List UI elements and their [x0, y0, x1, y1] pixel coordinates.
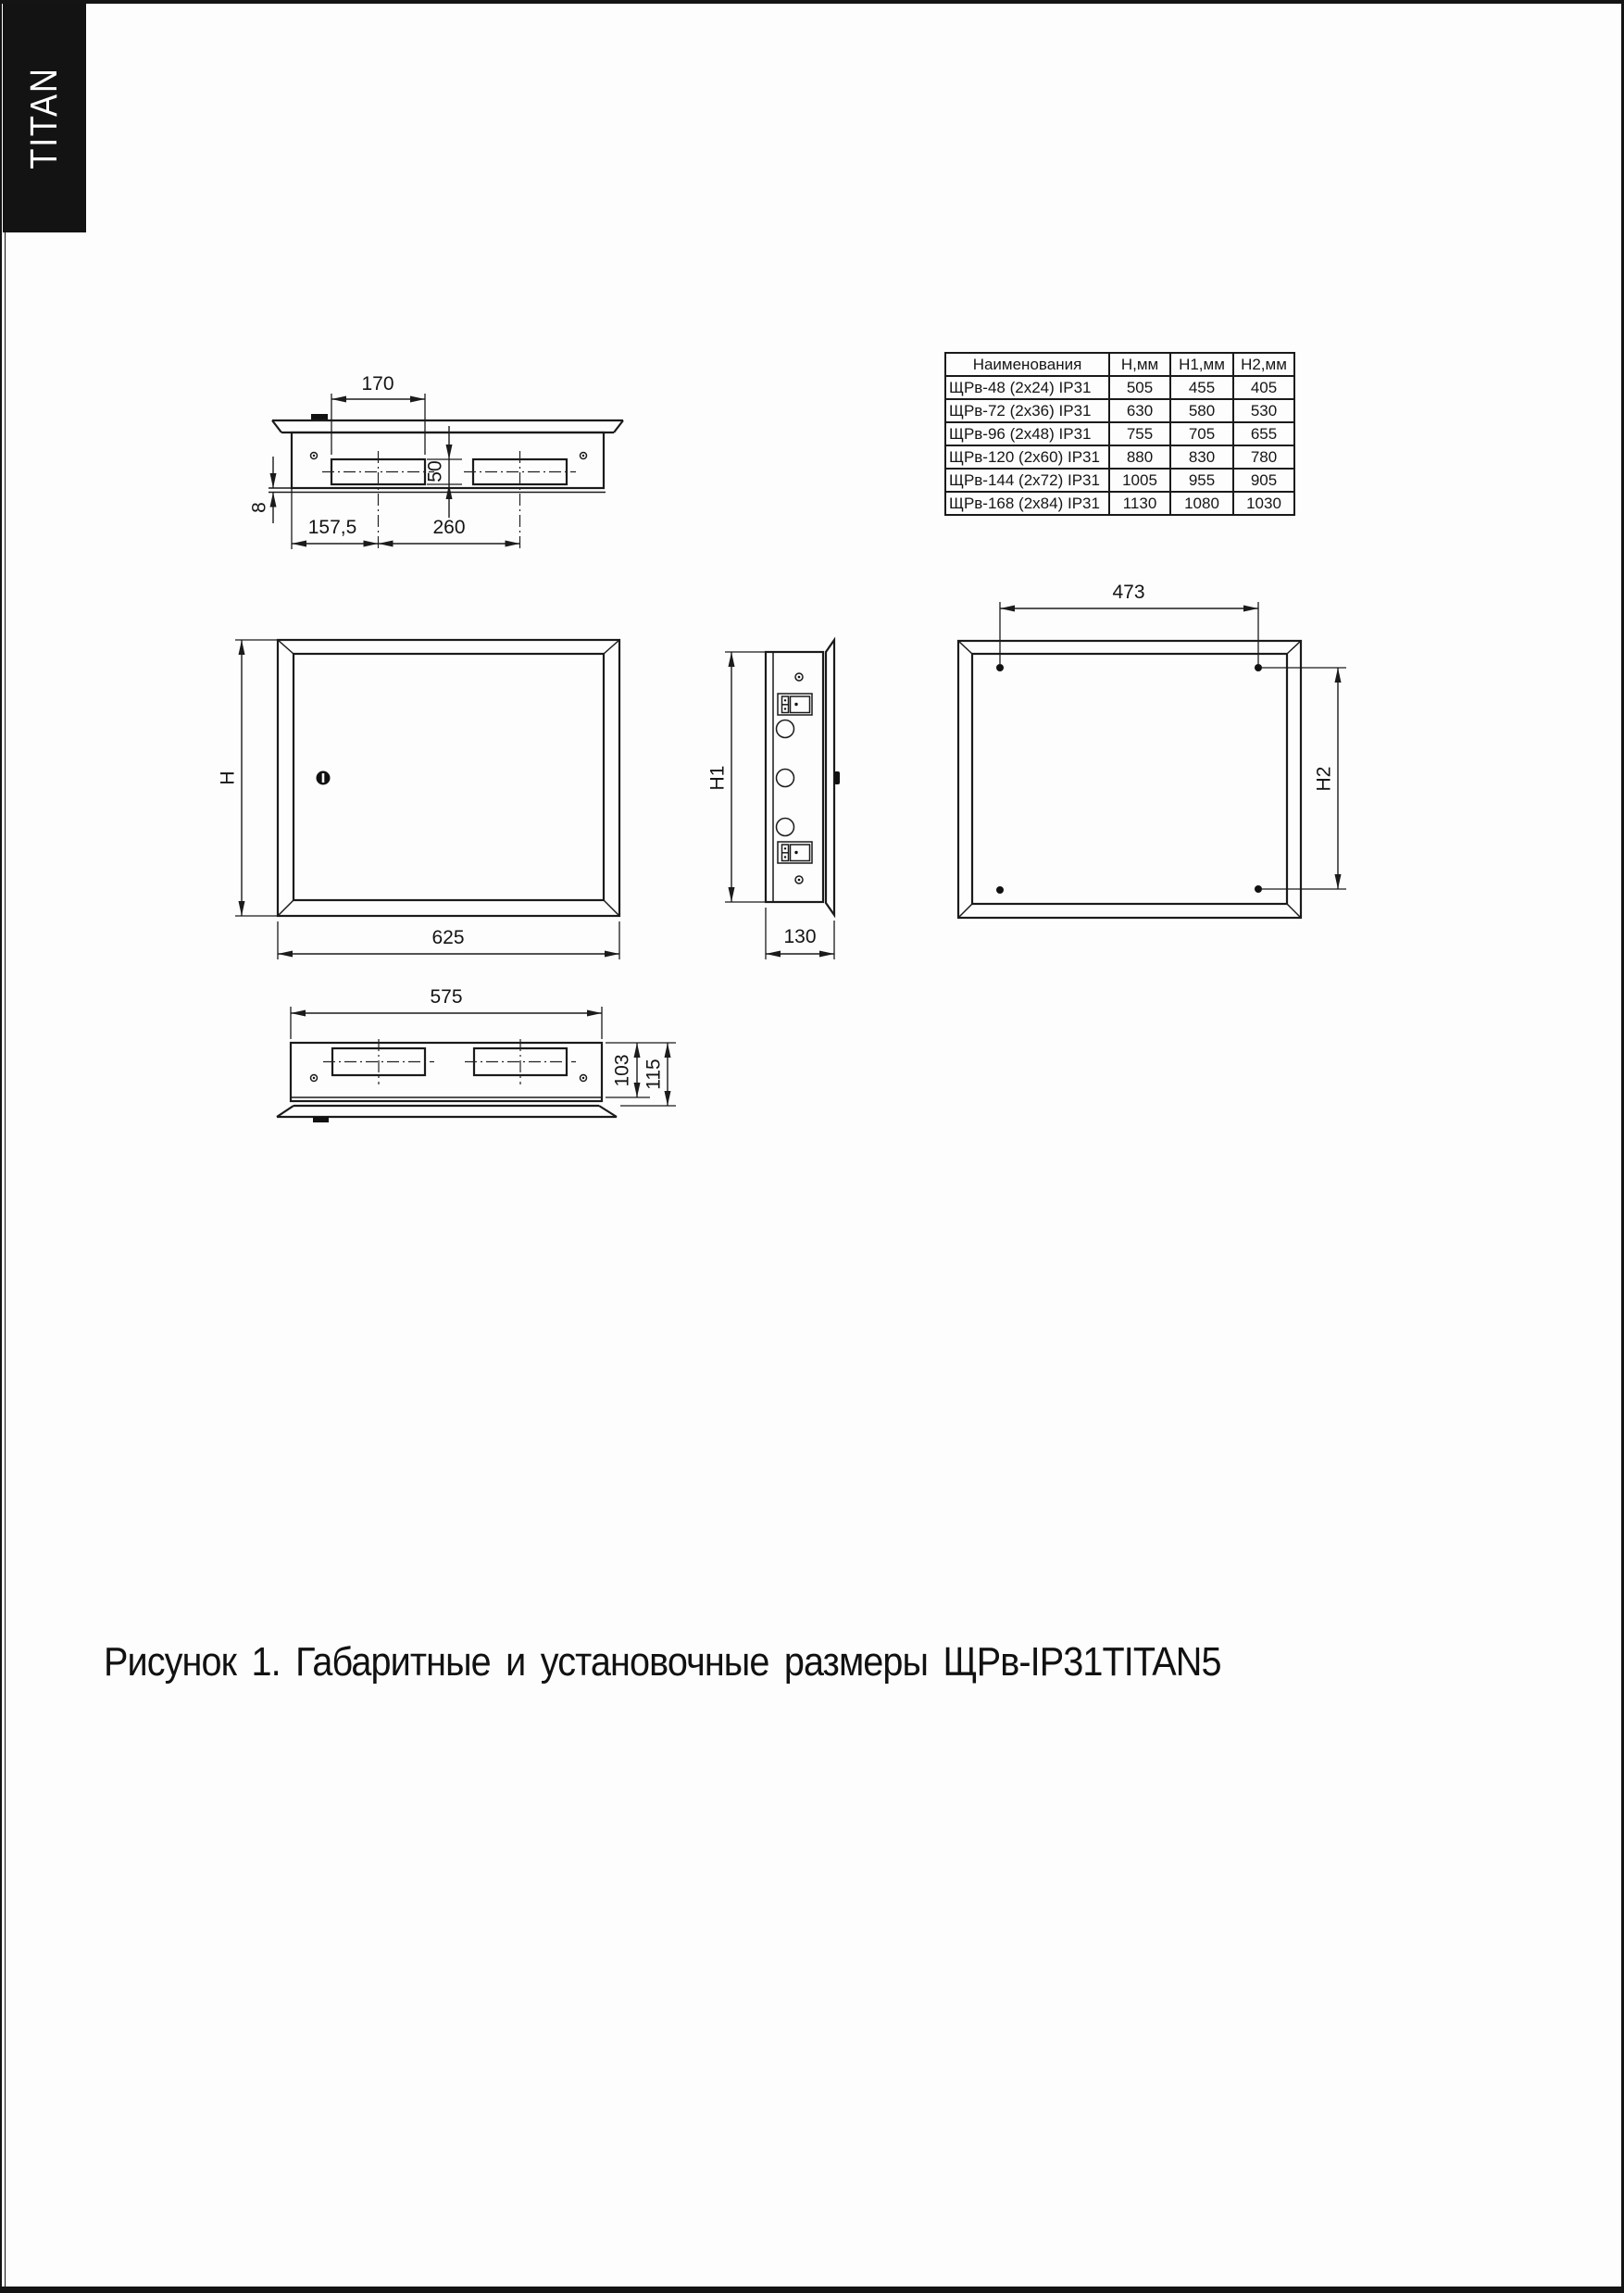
table-cell: ЩРв-120 (2х60) IP31 [945, 445, 1109, 469]
front-view-drawing [218, 640, 619, 959]
header-cell-h1: Н1,мм [1170, 353, 1233, 376]
table-cell: 830 [1170, 445, 1233, 469]
table-cell: 630 [1109, 399, 1170, 422]
cable-gland-hole [777, 819, 794, 836]
door-lock-icon [317, 771, 331, 785]
dim-label-front-height: H [217, 771, 239, 785]
table-cell: 1005 [1109, 469, 1170, 492]
header-cell-h2: Н2,мм [1233, 353, 1294, 376]
mounting-hole [996, 886, 1004, 894]
header-cell-h: Н,мм [1109, 353, 1170, 376]
dim-label-front-width: 625 [431, 927, 465, 948]
table-cell: 655 [1233, 422, 1294, 445]
brand-logo-text: TITAN [22, 67, 66, 169]
rear-view-drawing [958, 582, 1346, 918]
table-cell: 405 [1233, 376, 1294, 399]
table-cell: ЩРв-168 (2х84) IP31 [945, 492, 1109, 515]
technical-drawing [2, 4, 1624, 1208]
table-cell: ЩРв-144 (2х72) IP31 [945, 469, 1109, 492]
mounting-hole [581, 1075, 587, 1082]
table-cell: ЩРв-72 (2х36) IP31 [945, 399, 1109, 422]
table-cell: 1130 [1109, 492, 1170, 515]
table-cell: 455 [1170, 376, 1233, 399]
dim-label-side-depth: 130 [783, 926, 817, 947]
table-cell: 580 [1170, 399, 1233, 422]
din-knockout [778, 842, 812, 863]
table-cell: 1080 [1170, 492, 1233, 515]
dim-label-hole-left: 157,5 [307, 517, 357, 538]
din-knockout [778, 694, 812, 715]
cable-gland-hole [777, 770, 794, 787]
table-cell: 1030 [1233, 492, 1294, 515]
dim-label-bottom-width: 575 [430, 986, 463, 1008]
top-view-drawing [249, 373, 623, 549]
bottom-view-drawing [277, 986, 676, 1122]
mounting-hole [1255, 664, 1262, 671]
mounting-hole [1255, 885, 1262, 893]
dim-label-slot-height: 50 [424, 460, 446, 482]
table-cell: 530 [1233, 399, 1294, 422]
table-cell: 780 [1233, 445, 1294, 469]
dim-label-slot-width: 170 [361, 373, 394, 395]
side-view-drawing [707, 640, 840, 959]
mounting-hole [581, 453, 587, 459]
screw-hole [795, 673, 803, 681]
table-cell: 755 [1109, 422, 1170, 445]
latch-bump [313, 1117, 329, 1122]
cable-gland-hole [777, 720, 794, 738]
table-cell: ЩРв-96 (2х48) IP31 [945, 422, 1109, 445]
table-cell: 880 [1109, 445, 1170, 469]
table-cell: ЩРв-48 (2х24) IP31 [945, 376, 1109, 399]
table-cell: 955 [1170, 469, 1233, 492]
table-cell: 905 [1233, 469, 1294, 492]
screw-hole [795, 876, 803, 883]
table-cell: 705 [1170, 422, 1233, 445]
header-cell-name: Наименования [945, 353, 1109, 376]
mounting-hole [311, 1075, 318, 1082]
dim-label-hole-span: 473 [1112, 582, 1145, 603]
mounting-hole [311, 453, 318, 459]
dim-label-outer-depth: 115 [643, 1059, 665, 1090]
dim-label-rear-height: H2 [1313, 766, 1335, 792]
table-cell: 505 [1109, 376, 1170, 399]
figure-caption: Рисунок 1. Габаритные и установочные размеры ЩРв-IP31TITAN5 [104, 1639, 1221, 1685]
dim-label-side-height: H1 [706, 765, 729, 791]
dim-label-hole-spacing: 260 [432, 517, 466, 538]
dim-label-inner-depth: 103 [611, 1054, 633, 1087]
dim-label-edge-gap: 8 [248, 502, 270, 513]
mounting-hole [996, 664, 1004, 671]
latch-bump [834, 771, 840, 784]
